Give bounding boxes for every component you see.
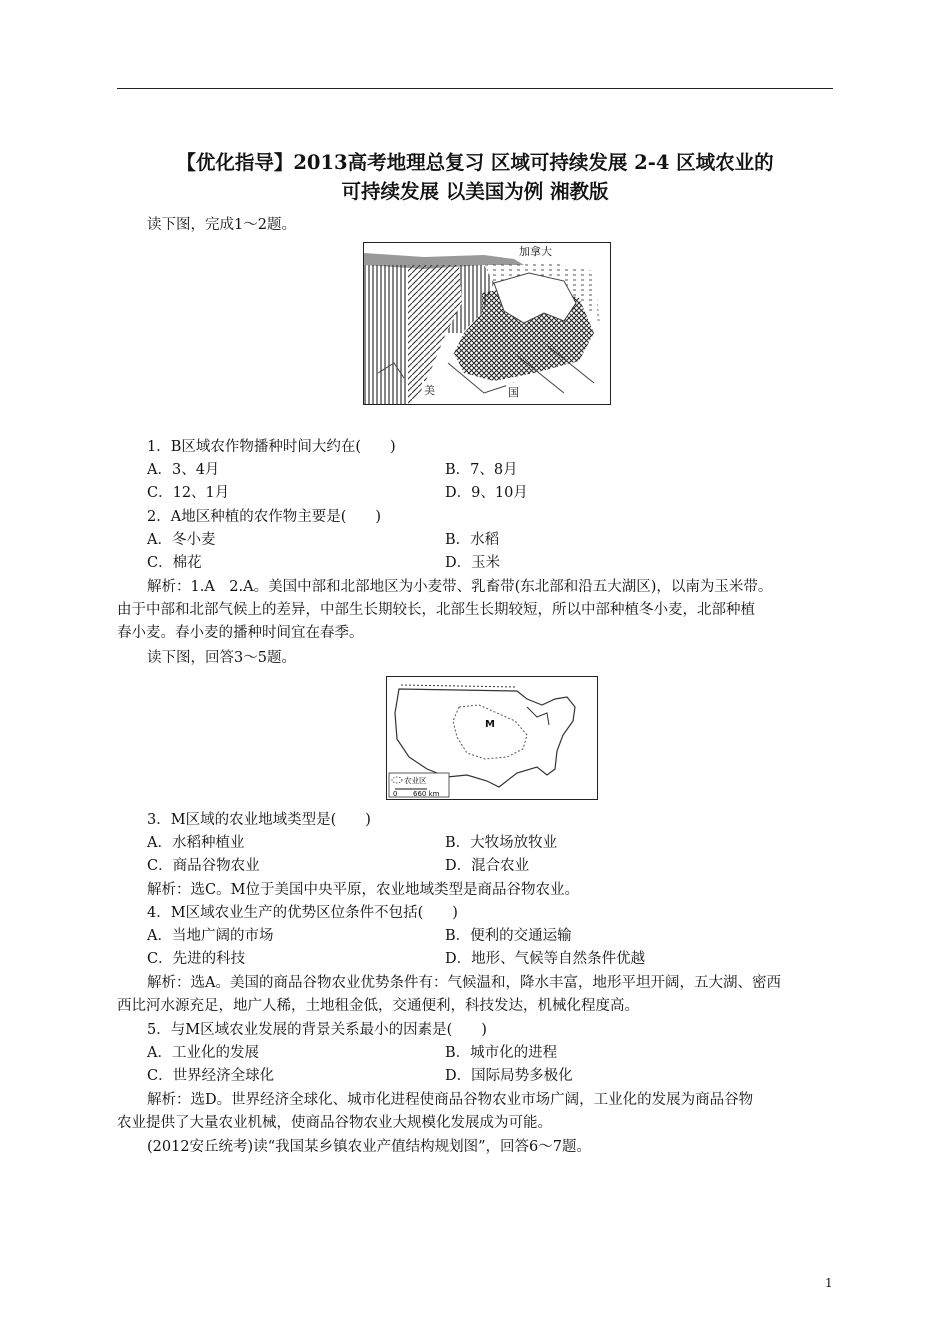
q1-option-b: B．7、8月	[445, 462, 518, 478]
map-us-m-region	[386, 676, 598, 800]
q5-option-a: A．工业化的发展	[147, 1045, 259, 1061]
q2-option-c: C．棉花	[147, 555, 202, 571]
intro-q6-7: (2012安丘统考)读“我国某乡镇农业产值结构规划图”，回答6～7题。	[147, 1139, 591, 1155]
doc-title-line2: 可持续发展 以美国为例 湘教版	[341, 180, 609, 203]
q2-option-b: B．水稻	[445, 532, 500, 548]
q3-option-c: C．商品谷物农业	[147, 858, 260, 874]
q4-stem: 4．M区域农业生产的优势区位条件不包括( )	[147, 905, 458, 921]
q4-answer-line1: 解析：选A。美国的商品谷物农业优势条件有：气候温和，降水丰富，地形平坦开阔，五大湖、密西	[147, 975, 781, 991]
q1-option-a: A．3、4月	[147, 462, 220, 478]
intro-q3-5: 读下图，回答3～5题。	[147, 650, 296, 666]
q3-option-b: B．大牧场放牧业	[445, 835, 558, 851]
q3-stem: 3．M区域的农业地域类型是( )	[147, 812, 371, 828]
map1-label-us-2: 国	[508, 386, 519, 399]
map1-label-us-1: 美	[424, 384, 435, 397]
answer-1-2-line1: 解析：1.A 2.A。美国中部和北部地区为小麦带、乳畜带(东北部和沿五大湖区)，以南为玉米带。	[147, 579, 773, 595]
q4-answer-line2: 西比河水源充足，地广人稀，土地租金低，交通便利，科技发达，机械化程度高。	[117, 998, 639, 1014]
header-rule	[117, 88, 833, 89]
map2-scale-zero: 0	[393, 790, 398, 798]
q5-option-c: C．世界经济全球化	[147, 1068, 275, 1084]
q2-option-a: A．冬小麦	[147, 532, 216, 548]
q3-answer: 解析：选C。M位于美国中央平原，农业地域类型是商品谷物农业。	[147, 882, 579, 898]
map2-legend-label: 农业区	[404, 776, 427, 785]
q1-option-c: C．12、1月	[147, 485, 230, 501]
map2-scale-km: 660 km	[413, 790, 440, 798]
q1-stem: 1．B区域农作物播种时间大约在( )	[147, 439, 396, 455]
answer-1-2-line2: 由于中部和北部气候上的差异，中部生长期较长，北部生长期较短，所以中部种植冬小麦，北部种植	[117, 602, 755, 618]
map1-graphic	[364, 243, 610, 404]
answer-1-2-line3: 春小麦。春小麦的播种时间宜在春季。	[117, 625, 364, 641]
q4-option-b: B．便利的交通运输	[445, 928, 572, 944]
q4-option-c: C．先进的科技	[147, 951, 246, 967]
q1-option-d: D．9、10月	[445, 485, 528, 501]
page-number: 1	[825, 1276, 833, 1290]
q4-option-a: A．当地广阔的市场	[147, 928, 274, 944]
map2-graphic	[387, 677, 597, 799]
q4-option-d: D．地形、气候等自然条件优越	[445, 951, 646, 967]
q5-option-b: B．城市化的进程	[445, 1045, 558, 1061]
q3-option-d: D．混合农业	[445, 858, 530, 874]
map-us-agriculture-belts	[363, 242, 611, 405]
q5-option-d: D．国际局势多极化	[445, 1068, 573, 1084]
q5-answer-line1: 解析：选D。世界经济全球化、城市化进程使商品谷物农业市场广阔，工业化的发展为商品谷物	[147, 1092, 754, 1108]
map2-label-m: M	[485, 719, 495, 730]
intro-q1-2: 读下图，完成1～2题。	[147, 217, 296, 233]
map1-label-canada: 加拿大	[519, 245, 552, 258]
q2-stem: 2．A地区种植的农作物主要是( )	[147, 509, 382, 525]
q2-option-d: D．玉米	[445, 555, 501, 571]
q3-option-a: A．水稻种植业	[147, 835, 245, 851]
q5-answer-line2: 农业提供了大量农业机械，使商品谷物农业大规模化发展成为可能。	[117, 1115, 552, 1131]
doc-title-line1: 【优化指导】2013高考地理总复习 区域可持续发展 2-4 区域农业的	[176, 151, 774, 174]
q5-stem: 5．与M区域农业发展的背景关系最小的因素是( )	[147, 1022, 487, 1038]
